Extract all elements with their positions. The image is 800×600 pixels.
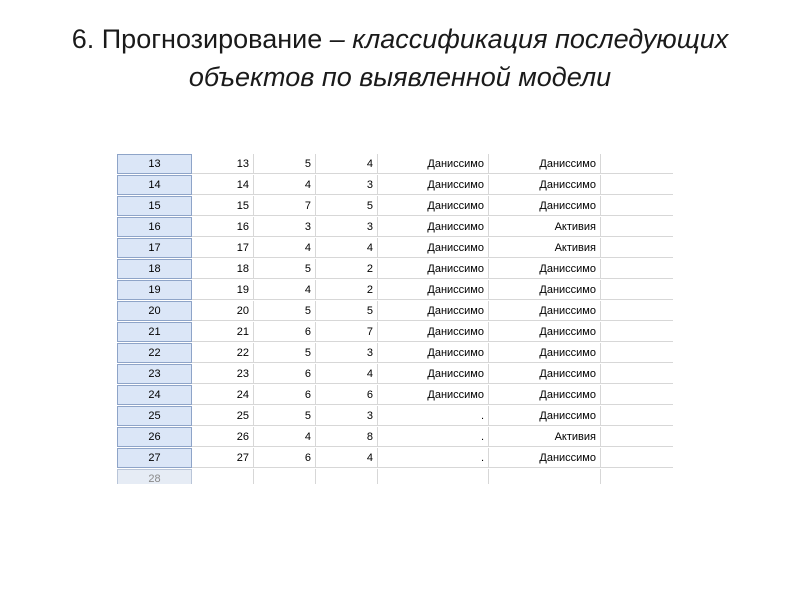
row-header[interactable]: 28	[117, 469, 192, 484]
table-cell[interactable]: Даниссимо	[489, 301, 601, 321]
table-cell[interactable]: 5	[316, 196, 378, 216]
table-row[interactable]	[117, 406, 673, 427]
table-cell[interactable]	[316, 469, 378, 484]
table-cell[interactable]: Активия	[489, 217, 601, 237]
table-cell[interactable]: 8	[316, 427, 378, 447]
table-cell[interactable]: 3	[316, 406, 378, 426]
table-cell[interactable]: 25	[192, 406, 254, 426]
table-cell[interactable]: 20	[192, 301, 254, 321]
table-cell[interactable]: 26	[192, 427, 254, 447]
table-cell[interactable]: Активия	[489, 427, 601, 447]
row-header[interactable]: 18	[117, 259, 192, 279]
table-cell[interactable]: Даниссимо	[489, 448, 601, 468]
table-cell[interactable]: 4	[254, 427, 316, 447]
table-cell[interactable]: Даниссимо	[378, 217, 489, 237]
table-cell[interactable]: Даниссимо	[489, 385, 601, 405]
table-cell-empty[interactable]	[601, 385, 673, 405]
table-row[interactable]	[117, 427, 673, 448]
table-cell[interactable]: 4	[316, 364, 378, 384]
table-cell-empty[interactable]	[601, 301, 673, 321]
table-row[interactable]	[117, 469, 673, 484]
table-cell[interactable]: Даниссимо	[378, 175, 489, 195]
table-cell[interactable]: 22	[192, 343, 254, 363]
table-row[interactable]	[117, 385, 673, 406]
table-cell[interactable]: 5	[254, 301, 316, 321]
table-cell[interactable]: Даниссимо	[378, 280, 489, 300]
row-header[interactable]: 13	[117, 154, 192, 174]
table-cell-empty[interactable]	[601, 343, 673, 363]
title-rest: – классификация последующих объектов по выявленной модели	[188, 24, 729, 92]
table-cell[interactable]: Даниссимо	[378, 196, 489, 216]
table-cell[interactable]: 5	[254, 343, 316, 363]
table-cell[interactable]: 5	[254, 406, 316, 426]
table-cell[interactable]: 23	[192, 364, 254, 384]
row-header[interactable]: 17	[117, 238, 192, 258]
table-cell[interactable]: 6	[316, 385, 378, 405]
table-cell[interactable]: Даниссимо	[378, 385, 489, 405]
row-header[interactable]: 27	[117, 448, 192, 468]
table-cell[interactable]: 27	[192, 448, 254, 468]
row-header[interactable]: 20	[117, 301, 192, 321]
row-header[interactable]: 19	[117, 280, 192, 300]
table-cell[interactable]: Даниссимо	[489, 196, 601, 216]
table-cell[interactable]: 4	[316, 154, 378, 174]
row-header[interactable]: 21	[117, 322, 192, 342]
table-cell[interactable]: 4	[254, 175, 316, 195]
row-header[interactable]: 14	[117, 175, 192, 195]
row-header[interactable]: 23	[117, 364, 192, 384]
table-row[interactable]	[117, 364, 673, 385]
table-cell[interactable]: Даниссимо	[378, 364, 489, 384]
table-cell-empty[interactable]	[601, 448, 673, 468]
table-cell[interactable]: 15	[192, 196, 254, 216]
table-cell[interactable]: Даниссимо	[378, 301, 489, 321]
table-cell-empty[interactable]	[601, 322, 673, 342]
table-cell[interactable]: 6	[254, 448, 316, 468]
data-grid	[117, 154, 673, 484]
table-cell[interactable]: 7	[316, 322, 378, 342]
table-cell-empty[interactable]	[601, 217, 673, 237]
table-cell[interactable]: 6	[254, 322, 316, 342]
table-cell[interactable]: .	[378, 406, 489, 426]
table-cell-empty[interactable]	[601, 427, 673, 447]
row-header[interactable]: 22	[117, 343, 192, 363]
row-header[interactable]: 26	[117, 427, 192, 447]
slide-title	[40, 20, 760, 96]
table-cell[interactable]: 7	[254, 196, 316, 216]
table-cell[interactable]: 5	[254, 259, 316, 279]
table-row[interactable]	[117, 238, 673, 259]
table-row[interactable]	[117, 301, 673, 322]
table-cell[interactable]: 4	[316, 448, 378, 468]
table-cell[interactable]: Даниссимо	[378, 154, 489, 174]
table-row[interactable]	[117, 448, 673, 469]
table-cell[interactable]: 2	[316, 259, 378, 279]
table-cell[interactable]: Даниссимо	[489, 343, 601, 363]
table-cell[interactable]: 3	[316, 343, 378, 363]
table-row[interactable]	[117, 343, 673, 364]
row-header[interactable]: 24	[117, 385, 192, 405]
table-cell[interactable]	[378, 469, 489, 484]
table-cell[interactable]: Даниссимо	[489, 322, 601, 342]
table-cell[interactable]: Даниссимо	[489, 364, 601, 384]
row-header[interactable]: 25	[117, 406, 192, 426]
table-cell-empty[interactable]	[601, 175, 673, 195]
table-cell-empty[interactable]	[601, 154, 673, 174]
table-cell[interactable]: 2	[316, 280, 378, 300]
table-cell[interactable]: 24	[192, 385, 254, 405]
title-lead: 6. Прогнозирование	[71, 24, 323, 54]
table-cell[interactable]: 14	[192, 175, 254, 195]
table-cell[interactable]	[254, 469, 316, 484]
table-cell[interactable]: .	[378, 448, 489, 468]
table-cell[interactable]: 18	[192, 259, 254, 279]
table-cell[interactable]: 3	[316, 217, 378, 237]
table-row[interactable]	[117, 175, 673, 196]
table-cell[interactable]: 6	[254, 364, 316, 384]
table-cell[interactable]: Даниссимо	[489, 406, 601, 426]
table-cell[interactable]: Даниссимо	[489, 175, 601, 195]
table-row[interactable]	[117, 154, 673, 175]
table-cell[interactable]	[192, 469, 254, 484]
table-cell[interactable]: 3	[316, 175, 378, 195]
table-cell[interactable]: Даниссимо	[378, 238, 489, 258]
table-row[interactable]	[117, 196, 673, 217]
table-cell[interactable]: 13	[192, 154, 254, 174]
table-cell[interactable]: 21	[192, 322, 254, 342]
table-row[interactable]	[117, 217, 673, 238]
row-header[interactable]: 16	[117, 217, 192, 237]
table-cell[interactable]: Даниссимо	[378, 259, 489, 279]
table-cell[interactable]: Даниссимо	[378, 343, 489, 363]
table-cell[interactable]: Даниссимо	[489, 259, 601, 279]
table-cell-empty[interactable]	[601, 196, 673, 216]
table-cell[interactable]: 17	[192, 238, 254, 258]
table-cell[interactable]: 4	[254, 280, 316, 300]
table-row[interactable]	[117, 322, 673, 343]
table-cell[interactable]: 5	[316, 301, 378, 321]
table-cell[interactable]: Активия	[489, 238, 601, 258]
table-cell-empty[interactable]	[601, 238, 673, 258]
table-cell-empty[interactable]	[601, 406, 673, 426]
table-cell[interactable]: Даниссимо	[489, 280, 601, 300]
table-cell[interactable]: 5	[254, 154, 316, 174]
row-header[interactable]: 15	[117, 196, 192, 216]
table-row[interactable]	[117, 259, 673, 280]
table-cell[interactable]: 4	[254, 238, 316, 258]
table-cell[interactable]: Даниссимо	[489, 154, 601, 174]
table-cell-empty[interactable]	[601, 364, 673, 384]
table-cell-empty[interactable]	[601, 280, 673, 300]
table-cell[interactable]: .	[378, 427, 489, 447]
table-cell-empty[interactable]	[601, 469, 673, 484]
table-cell[interactable]: 16	[192, 217, 254, 237]
table-cell[interactable]: Даниссимо	[378, 322, 489, 342]
table-cell[interactable]: 3	[254, 217, 316, 237]
table-cell-empty[interactable]	[601, 259, 673, 279]
table-cell[interactable]: 19	[192, 280, 254, 300]
table-row[interactable]	[117, 280, 673, 301]
table-cell[interactable]: 4	[316, 238, 378, 258]
table-cell[interactable]: 6	[254, 385, 316, 405]
table-cell[interactable]	[489, 469, 601, 484]
